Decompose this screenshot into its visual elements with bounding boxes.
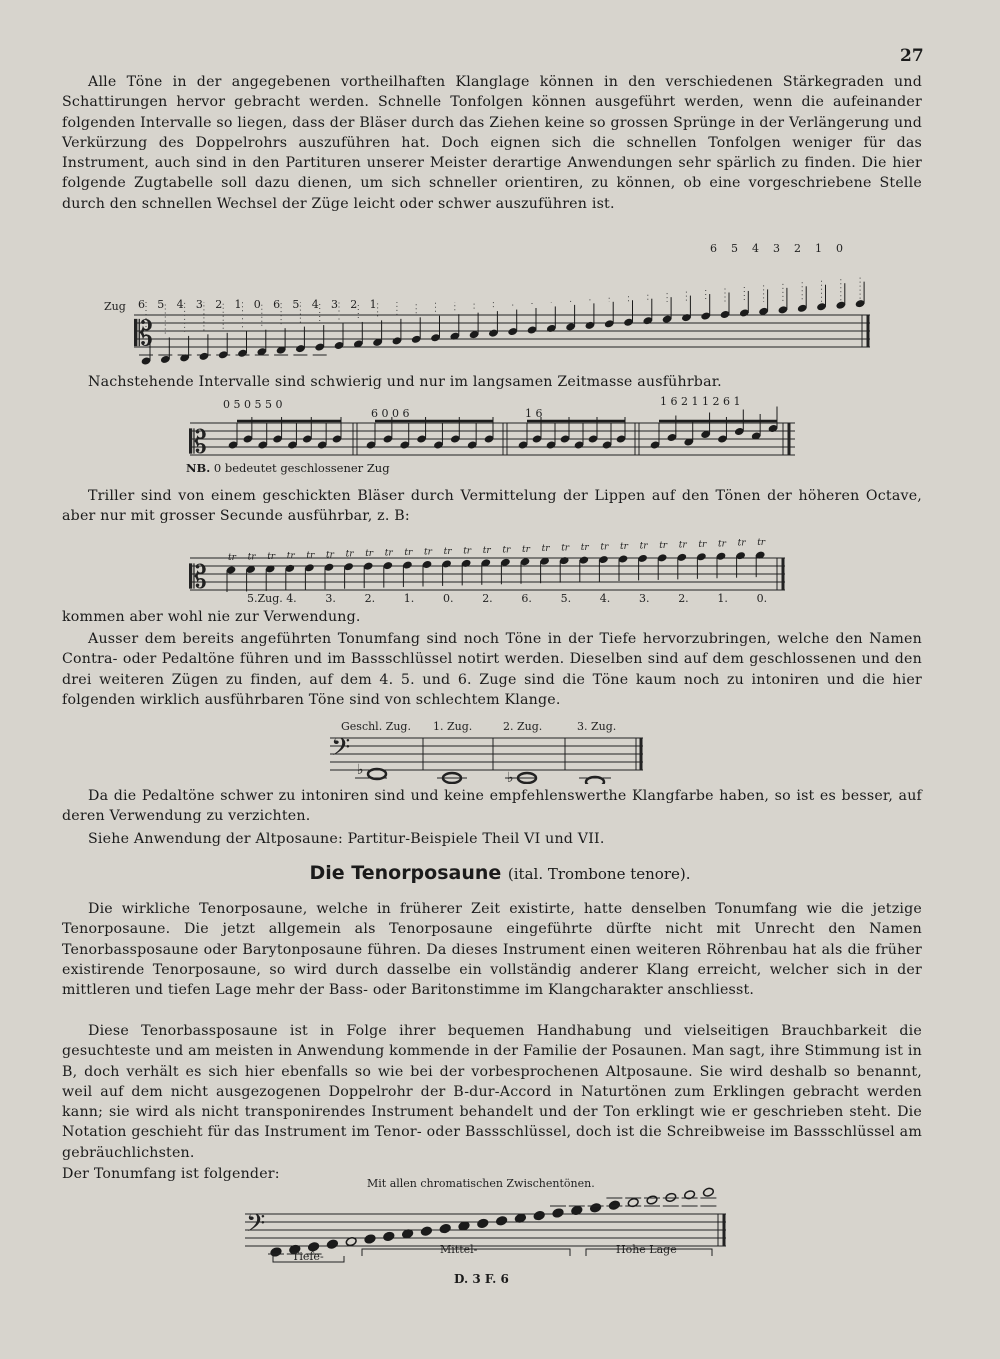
trill-mark: tr bbox=[267, 551, 276, 562]
trill-position-label: 0. bbox=[443, 592, 454, 605]
trill-mark: tr bbox=[463, 546, 472, 557]
trill-mark: tr bbox=[286, 551, 295, 562]
zug-position-label: 0 bbox=[253, 298, 261, 311]
trill-position-label: 5.Zug. bbox=[247, 592, 283, 605]
trill-position-label: 2. bbox=[364, 592, 376, 605]
trill-mark: tr bbox=[326, 550, 334, 561]
c-clef-icon: 𝄡 bbox=[189, 423, 207, 461]
note-head bbox=[383, 1231, 395, 1241]
trill-mark: tr bbox=[600, 542, 609, 553]
trill-mark: tr bbox=[384, 548, 393, 559]
trill-mark: tr bbox=[737, 538, 746, 549]
tonumfang-text: Der Tonumfang ist folgender: bbox=[62, 1166, 280, 1182]
zug-position-label: 3 bbox=[195, 298, 203, 311]
zug-position-label: 5 bbox=[157, 298, 165, 311]
zug-position-label: 6 bbox=[710, 242, 717, 255]
zug-position-label: 4 bbox=[311, 298, 319, 311]
zug-table-staff bbox=[100, 240, 880, 370]
pedal-staff bbox=[325, 716, 655, 784]
range-low-label: Tiefe- bbox=[292, 1250, 324, 1263]
zug-position-label: 3 bbox=[773, 242, 780, 255]
triller-text: Triller sind von einem geschickten Bläser durch Vermittelung der Lippen auf den Tönen der höheren Octave, aber nur mit grosser Secunde ausführbar, z. B: bbox=[62, 488, 922, 525]
note-head bbox=[608, 1200, 620, 1210]
note-head bbox=[590, 1203, 602, 1213]
kommen-paragraph bbox=[62, 607, 922, 627]
trill-mark: tr bbox=[678, 540, 687, 551]
tenor-text-1: Die wirkliche Tenorposaune, welche in früherer Zeit existirte, hatte denselben Tonumfang wie die jetzige Tenorposaune. Die jetzt allgemein als Tenorposaune eingeführte dürfte nicht mit Unrecht den Namen Tenorbassposaune oder Barytonposaune führen. Da dieses Instrument einen weiteren Röhrenbau hat als die früher existirende Tenorposaune, so wird durch dasselbe ein vollständig anderer Klang erreicht, welcher sich in der mittleren und tiefen Lage mehr der Bass- oder Baritonstimme im Klangcharakter anschliesst. bbox=[62, 901, 922, 999]
note-head bbox=[533, 1211, 545, 1221]
trill-mark: tr bbox=[404, 548, 413, 559]
whole-note bbox=[586, 777, 604, 784]
trill-staff bbox=[185, 536, 795, 608]
trill-mark: tr bbox=[620, 542, 628, 552]
zug-position-label: 2 bbox=[350, 298, 358, 311]
note-head bbox=[665, 1192, 677, 1202]
tenor-paragraph-1 bbox=[62, 899, 922, 1000]
zug-notes bbox=[139, 278, 865, 366]
trill-mark: tr bbox=[659, 540, 668, 551]
trill-positions bbox=[247, 592, 767, 605]
range-high-label: Hohe Lage bbox=[616, 1243, 677, 1256]
trill-mark: tr bbox=[443, 546, 452, 557]
note-head bbox=[646, 1195, 658, 1205]
zug-position-label: 1 bbox=[369, 298, 377, 311]
zug-position-label: 2 bbox=[215, 298, 223, 311]
page-number: 27 bbox=[900, 46, 924, 66]
trill-position-label: 4. bbox=[286, 592, 297, 605]
note-head bbox=[552, 1208, 564, 1218]
trill-mark: tr bbox=[580, 543, 589, 554]
intro-text: Alle Töne in der angegebenen vortheilhaften Klanglage können in den verschiedenen Stärkegraden und Schattirungen hervor gebracht werden. Schnelle Tonfolgen können ausgeführt werden, wenn die aufeinander folgenden Intervalle so liegen, dass der Bläser durch das Ziehen keine so grossen Sprünge in der Verlängerung und Verkürzung des Doppelrohrs auszuführen hat. Doch eignen sich die schnellen Tonfolgen weniger für das Instrument, auch sind in den Partituren unserer Meister derartige Anwendungen sehr spärlich zu finden. Die hier folgende Zugtabelle soll dazu dienen, um sich schneller orientiren, zu können, ob eine vorgeschriebene Stelle durch den schnellen Wechsel der Züge leicht oder schwer auszuführen ist. bbox=[62, 74, 922, 212]
zug-position-label: 1 bbox=[815, 242, 822, 255]
trill-mark: tr bbox=[541, 544, 550, 555]
heading-subtitle: (ital. Trombone tenore). bbox=[507, 865, 691, 883]
trill-mark: tr bbox=[228, 553, 236, 563]
range-mid-label: Mittel- bbox=[440, 1243, 478, 1256]
nb-prefix: NB. bbox=[186, 461, 211, 475]
zug-positions-low bbox=[138, 298, 377, 311]
tenor-paragraph-2 bbox=[62, 1021, 922, 1163]
trill-mark: tr bbox=[698, 539, 707, 550]
pedal-paragraph bbox=[62, 786, 922, 827]
kommen-text: kommen aber wohl nie zur Verwendung. bbox=[62, 609, 361, 625]
note-head bbox=[477, 1218, 489, 1228]
trill-position-label: 2. bbox=[482, 592, 493, 605]
trill-notes bbox=[226, 538, 766, 592]
pedal-label-3: 3. Zug. bbox=[577, 720, 617, 733]
zug-position-label: 5 bbox=[731, 242, 738, 255]
section-heading bbox=[0, 862, 1000, 884]
zug-position-label: 6 bbox=[138, 298, 145, 311]
interval-group-1: 0 5 0 5 5 0 bbox=[223, 398, 283, 411]
triller-paragraph bbox=[62, 486, 922, 527]
note-head bbox=[420, 1226, 432, 1236]
zug-position-label: 4 bbox=[752, 242, 759, 255]
difficult-paragraph bbox=[62, 372, 922, 392]
ausser-paragraph bbox=[62, 629, 922, 710]
trill-position-label: 3. bbox=[639, 592, 650, 605]
trill-mark: tr bbox=[345, 549, 354, 560]
trill-mark: tr bbox=[718, 539, 726, 550]
range-caption: Mit allen chromatischen Zwischentönen. bbox=[367, 1177, 595, 1190]
trill-mark: tr bbox=[639, 541, 648, 552]
zug-positions-high bbox=[710, 242, 843, 255]
range-staff bbox=[240, 1172, 740, 1267]
footer-mark: D. 3 F. 6 bbox=[454, 1272, 509, 1286]
trill-position-label: 1. bbox=[403, 592, 415, 605]
note-head bbox=[326, 1239, 338, 1249]
difficult-text: Nachstehende Intervalle sind schwierig und nur im langsamen Zeitmasse ausführbar. bbox=[88, 374, 722, 390]
note-head bbox=[270, 1247, 282, 1257]
bass-clef-icon: 𝄢 bbox=[331, 733, 351, 768]
intro-paragraph bbox=[62, 72, 922, 214]
zug-position-label: 3 bbox=[331, 298, 338, 311]
c-clef-icon: 𝄡 bbox=[189, 558, 207, 596]
zug-position-label: 1 bbox=[234, 298, 242, 311]
trill-mark: tr bbox=[561, 543, 570, 554]
trill-mark: tr bbox=[482, 545, 491, 556]
c-clef-icon: 𝄡 bbox=[134, 314, 153, 354]
trill-position-label: 3. bbox=[325, 592, 336, 605]
zug-label: Zug bbox=[104, 300, 126, 313]
trill-position-label: 6. bbox=[521, 592, 532, 605]
flat-icon: ♭ bbox=[507, 770, 514, 784]
note-head bbox=[439, 1224, 451, 1234]
zug-position-label: 0 bbox=[836, 242, 843, 255]
interval-group-3: 1 6 bbox=[525, 407, 543, 420]
trill-mark: tr bbox=[247, 552, 256, 563]
trill-mark: tr bbox=[757, 538, 766, 549]
trill-mark: tr bbox=[502, 545, 511, 556]
nb-text: 0 bedeutet geschlossener Zug bbox=[213, 461, 390, 475]
note-head bbox=[364, 1234, 376, 1244]
trill-position-label: 1. bbox=[717, 592, 728, 605]
trill-mark: tr bbox=[522, 544, 530, 555]
siehe-paragraph bbox=[62, 829, 922, 849]
trill-position-label: 5. bbox=[560, 592, 572, 605]
trill-position-label: 2. bbox=[678, 592, 689, 605]
bass-clef-icon: 𝄢 bbox=[246, 1209, 266, 1244]
note-head bbox=[496, 1216, 508, 1226]
flat-icon: ♭ bbox=[357, 762, 364, 778]
pedal-text: Da die Pedaltöne schwer zu intoniren sind und keine empfehlenswerthe Klangfarbe haben, so ist es besser, auf deren Verwendung zu verzichten. bbox=[62, 788, 922, 825]
pedal-label-2: 2. Zug. bbox=[503, 720, 543, 733]
pedal-label-closed: Geschl. Zug. bbox=[341, 720, 411, 733]
ausser-text: Ausser dem bereits angeführten Tonumfang sind noch Töne in der Tiefe hervorzubringen, welche den Namen Contra- oder Pedaltöne führen und im Bassschlüssel notirt werden. Dieselben sind auf dem geschlossenen und den drei weiteren Zügen zu finden, auf dem 4. 5. und 6. Zuge sind die Töne kaum noch zu intoniren und die hier folgenden wirklich ausführbaren Töne sind von schlechtem Klange. bbox=[62, 631, 922, 708]
trill-mark: tr bbox=[424, 547, 432, 558]
zug-position-label: 4 bbox=[176, 298, 184, 311]
siehe-text: Siehe Anwendung der Altposaune: Partitur-Beispiele Theil VI und VII. bbox=[88, 831, 605, 847]
pedal-label-1: 1. Zug. bbox=[433, 720, 473, 733]
trill-position-label: 0. bbox=[756, 592, 768, 605]
trill-mark: tr bbox=[365, 549, 374, 560]
heading-title: Die Tenorposaune bbox=[309, 862, 502, 884]
tenor-text-2: Diese Tenorbassposaune ist in Folge ihrer bequemen Handhabung und vielseitigen Brauchbarkeit die gesuchteste und am meisten in Anwendung kommende in der Familie der Posaunen. Man sagt, ihre Stimmung ist in B, doch verhält es sich hier ebenfalls so wie bei der vorbesprochenen Altposaune. Sie wird deshalb so benannt, weil auf dem nicht ausgezogenen Doppelrohr der B-dur-Accord in Naturtönen zum Erklingen gebracht werden kann; sie wird als nicht transponirendes Instrument behandelt und der Ton erklingt wie er geschrieben steht. Die Notation geschieht für das Instrument im Tenor- oder Bassschlüssel, doch ist die Schreibweise im Bassschlüssel am gebräuchlichsten. bbox=[62, 1023, 922, 1161]
interval-group-2: 6 0 0 6 bbox=[371, 407, 410, 420]
note-head bbox=[702, 1187, 714, 1197]
trill-mark: tr bbox=[306, 550, 315, 561]
zug-position-label: 2 bbox=[794, 242, 801, 255]
interval-group-4: 1 6 2 1 1 2 6 1 bbox=[660, 395, 741, 408]
trill-position-label: 4. bbox=[599, 592, 611, 605]
zug-position-label: 6 bbox=[273, 298, 281, 311]
zug-position-label: 5 bbox=[292, 298, 300, 311]
nb-note bbox=[186, 461, 390, 475]
